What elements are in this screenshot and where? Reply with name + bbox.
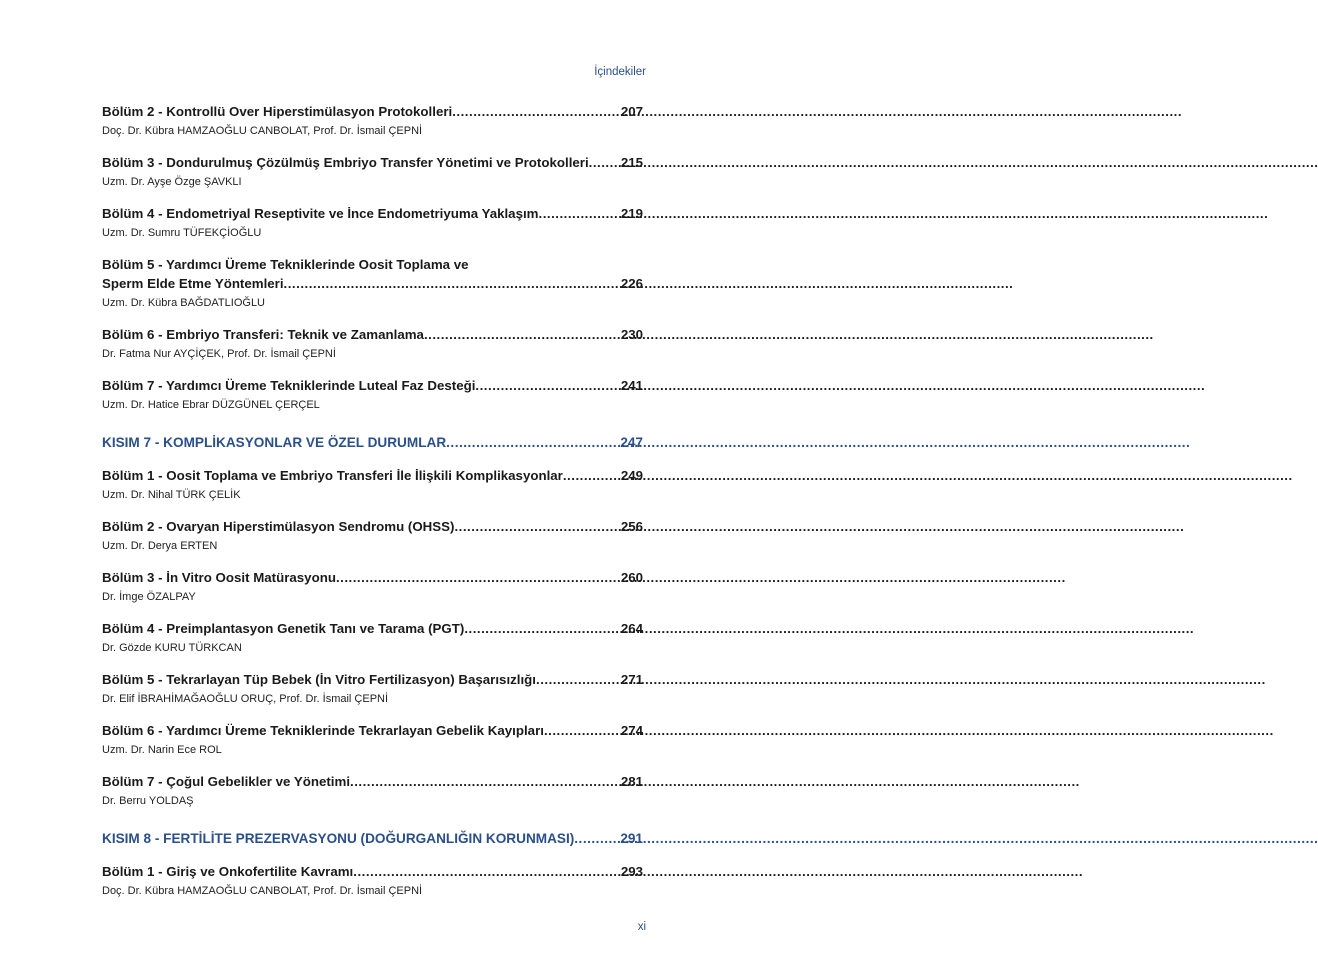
toc-entry[interactable] [102,721,643,758]
chapter-title: Bölüm 3 - Dondurulmuş Çözülmüş Embriyo Transfer Yönetimi ve Protokolleri [102,155,589,170]
chapter-authors: Uzm. Dr. Narin Ece ROL [102,744,222,756]
toc-entry[interactable] [102,153,643,190]
dot-leader [589,153,620,172]
page-ref: 207 [620,104,643,119]
chapter-title: Bölüm 6 - Embriyo Transferi: Teknik ve Zamanlama [102,327,424,342]
toc-entry[interactable] [102,376,643,413]
chapter-authors: Dr. Gözde KURU TÜRKCAN [102,642,242,654]
toc-entry[interactable] [102,568,643,605]
chapter-title: Bölüm 7 - Yardımcı Üreme Tekniklerinde Luteal Faz Desteği [102,378,476,393]
chapter-authors: Dr. İmge ÖZALPAY [102,591,196,603]
dot-leader [475,376,619,395]
dot-leader [563,466,620,485]
toc-entry[interactable] [102,255,643,311]
dot-leader [536,670,620,689]
toc-entry[interactable] [102,325,643,362]
chapter-title: Bölüm 5 - Tekrarlayan Tüp Bebek (İn Vitro Fertilizasyon) Başarısızlığı [102,672,536,687]
chapter-authors: Dr. Elif İBRAHİMAĞAOĞLU ORUÇ, Prof. Dr. İsmail ÇEPNİ [102,693,389,705]
page-ref: 247 [620,435,643,450]
part-heading[interactable] [102,433,643,452]
toc-entry[interactable] [102,862,643,899]
chapter-authors: Uzm. Dr. Kübra BAĞDATLIOĞLU [102,297,266,309]
dot-leader [464,619,620,638]
toc-entry[interactable] [102,772,643,809]
running-header: İçindekiler [594,66,646,78]
page-ref: 226 [620,276,643,291]
toc-entry[interactable] [102,204,643,241]
toc-entry[interactable] [102,670,643,707]
toc-entry[interactable] [102,517,643,554]
chapter-authors: Doç. Dr. Kübra HAMZAOĞLU CANBOLAT, Prof. Dr. İsmail ÇEPNİ [102,885,423,897]
page-number: xi [637,921,646,933]
dot-leader [574,829,619,848]
part-heading[interactable] [102,829,643,848]
chapter-title: Sperm Elde Etme Yöntemleri [102,276,284,291]
chapter-title: Bölüm 2 - Kontrollü Over Hiperstimülasyon Protokolleri [102,104,453,119]
page-ref: 264 [620,621,643,636]
page-ref: 215 [620,155,643,170]
toc-entry[interactable] [102,466,643,503]
chapter-title: Bölüm 3 - İn Vitro Oosit Matürasyonu [102,570,336,585]
dot-leader [452,102,620,121]
chapter-authors: Dr. Berru YOLDAŞ [102,795,194,807]
chapter-authors: Doç. Dr. Kübra HAMZAOĞLU CANBOLAT, Prof. Dr. İsmail ÇEPNİ [102,125,423,137]
page-ref: 274 [620,723,643,738]
page-ref: 291 [620,831,643,846]
chapter-title: Bölüm 1 - Oosit Toplama ve Embriyo Transferi İle İlişkili Komplikasyonlar [102,468,563,483]
chapter-authors: Dr. Fatma Nur AYÇİÇEK, Prof. Dr. İsmail ÇEPNİ [102,348,336,360]
page-ref: 249 [620,468,643,483]
dot-leader [539,204,620,223]
page-ref: 260 [620,570,643,585]
page-ref: 219 [620,206,643,221]
chapter-authors: Uzm. Dr. Sumru TÜFEKÇİOĞLU [102,227,262,239]
chapter-title: Bölüm 4 - Endometriyal Reseptivite ve İnce Endometriyuma Yaklaşım [102,206,539,221]
chapter-authors: Uzm. Dr. Ayşe Özge ŞAVKLI [102,176,242,188]
chapter-title: Bölüm 1 - Giriş ve Onkofertilite Kavramı [102,864,354,879]
chapter-title: Bölüm 7 - Çoğul Gebelikler ve Yönetimi [102,774,351,789]
dot-leader [336,568,620,587]
chapter-title-line1: Bölüm 5 - Yardımcı Üreme Tekniklerinde Oosit Toplama ve [102,257,469,272]
chapter-authors: Uzm. Dr. Derya ERTEN [102,540,218,552]
table-of-contents [102,102,643,913]
chapter-authors: Uzm. Dr. Nihal TÜRK ÇELİK [102,489,241,501]
dot-leader [544,721,620,740]
part-title: KISIM 8 - FERTİLİTE PREZERVASYONU (DOĞURGANLIĞIN KORUNMASI) [102,831,575,846]
chapter-title: Bölüm 6 - Yardımcı Üreme Tekniklerinde Tekrarlayan Gebelik Kayıpları [102,723,544,738]
page-ref: 241 [620,378,643,393]
page-ref: 230 [620,327,643,342]
dot-leader [353,862,620,881]
page-ref: 281 [620,774,643,789]
page-ref: 256 [620,519,643,534]
part-title: KISIM 7 - KOMPLİKASYONLAR VE ÖZEL DURUMLAR [102,435,447,450]
page-ref: 271 [620,672,643,687]
toc-entry[interactable] [102,102,643,139]
chapter-authors: Uzm. Dr. Hatice Ebrar DÜZGÜNEL ÇERÇEL [102,399,320,411]
chapter-title: Bölüm 4 - Preimplantasyon Genetik Tanı ve Tarama (PGT) [102,621,465,636]
dot-leader [284,274,620,293]
dot-leader [446,433,619,452]
chapter-title: Bölüm 2 - Ovaryan Hiperstimülasyon Sendromu (OHSS) [102,519,455,534]
dot-leader [454,517,619,536]
page-ref: 293 [620,864,643,879]
toc-entry[interactable] [102,619,643,656]
dot-leader [424,325,620,344]
dot-leader [350,772,620,791]
